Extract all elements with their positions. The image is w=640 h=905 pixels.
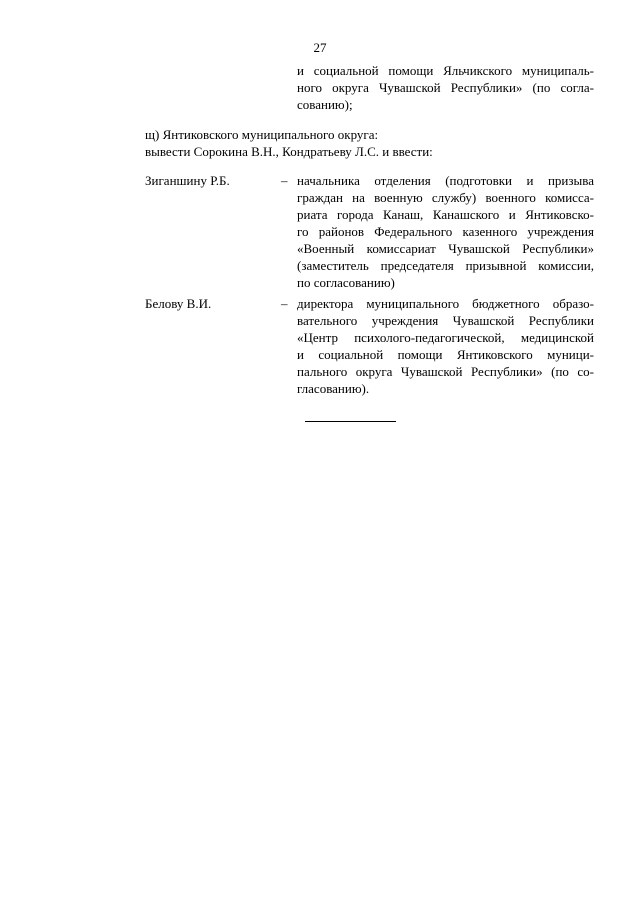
description-line: начальника отделения (подготовки и призыва — [297, 173, 594, 188]
page-number: 27 — [313, 40, 327, 55]
description-line: по согласованию) — [297, 275, 395, 290]
description-line: риата города Канаш, Канашского и Янтиковско- — [297, 207, 594, 222]
description-line: директора муниципального бюджетного образо- — [297, 296, 594, 311]
description-line: гласованию). — [297, 381, 370, 396]
member-name: Зиганшину Р.Б. — [145, 173, 230, 188]
continuation-line: ного округа Чувашской Республики» (по согла- — [297, 80, 594, 95]
description-line: «Центр психолого-педагогической, медицинской — [297, 330, 594, 345]
end-separator-line — [305, 421, 396, 422]
member-dash: – — [281, 296, 288, 311]
section-heading — [145, 126, 595, 160]
member-description — [297, 172, 594, 291]
continuation-line: сованию); — [297, 97, 353, 112]
section-heading-line: вывести Сорокина В.Н., Кондратьеву Л.С. и ввести: — [145, 144, 433, 159]
member-description — [297, 295, 594, 397]
continuation-line: и социальной помощи Яльчикского муниципаль- — [297, 63, 594, 78]
continuation-paragraph — [297, 62, 594, 113]
description-line: пального округа Чувашской Республики» (по со- — [297, 364, 594, 379]
member-dash: – — [281, 173, 288, 188]
section-heading-line: щ) Янтиковского муниципального округа: — [145, 127, 379, 142]
description-line: «Военный комиссариат Чувашской Республики» — [297, 241, 594, 256]
description-line: го районов Федерального казенного учреждения — [297, 224, 594, 239]
description-line: (заместитель председателя призывной комиссии, — [297, 258, 594, 273]
description-line: и социальной помощи Янтиковского муници- — [297, 347, 594, 362]
member-name: Белову В.И. — [145, 296, 212, 311]
description-line: вательного учреждения Чувашской Республики — [297, 313, 594, 328]
description-line: граждан на военную службу) военного комисса- — [297, 190, 594, 205]
